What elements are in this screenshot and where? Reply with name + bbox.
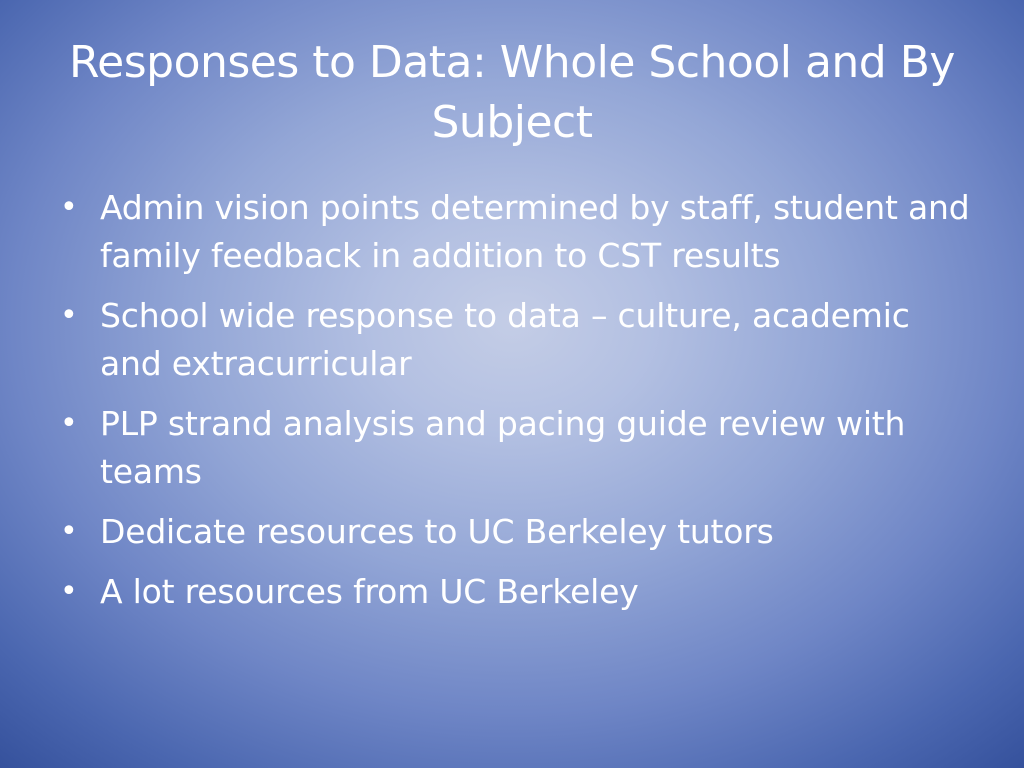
- bullet-text: School wide response to data – culture, academic and extracurricular: [100, 296, 910, 383]
- bullet-dot-icon: •: [60, 190, 78, 225]
- bullet-text: Admin vision points determined by staff, student and family feedback in addition to CST results: [100, 188, 970, 275]
- bullet-dot-icon: •: [60, 514, 78, 549]
- bullet-text: Dedicate resources to UC Berkeley tutors: [100, 512, 774, 551]
- bullet-text: PLP strand analysis and pacing guide review with teams: [100, 404, 906, 491]
- bullet-item: [58, 508, 978, 556]
- bullet-item: [58, 292, 978, 388]
- bullet-dot-icon: •: [60, 406, 78, 441]
- bullet-item: [58, 184, 978, 280]
- slide-title: Responses to Data: Whole School and By Subject: [69, 37, 955, 148]
- bullet-item: [58, 400, 978, 496]
- bullet-dot-icon: •: [60, 574, 78, 609]
- bullet-text: A lot resources from UC Berkeley: [100, 572, 639, 611]
- bullet-list: [58, 184, 978, 628]
- bullet-dot-icon: •: [60, 298, 78, 333]
- bullet-item: [58, 568, 978, 616]
